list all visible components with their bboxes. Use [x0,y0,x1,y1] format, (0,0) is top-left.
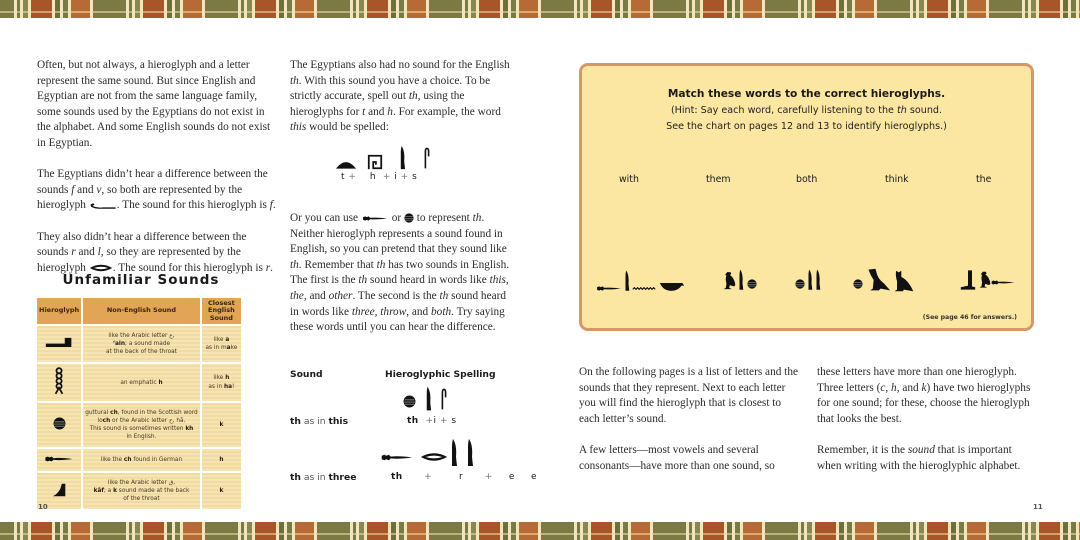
left-column-text [37,58,277,276]
glyph-group-4 [853,269,923,299]
activity-title: Match these words to the correct hieroglyphs. [667,88,946,100]
owl-icon [891,269,915,293]
hieroglyphic-spelling-header: Hieroglyphic Spelling [385,369,496,380]
animal-belly-icon [44,455,74,463]
folded-cloth-icon [440,386,448,412]
wick-icon [367,154,383,170]
table-row: like the Arabic letter ع, ‘ain; a sound made at the back of the throat like a as in make [37,326,241,362]
basket-icon [659,281,685,292]
page-number-right: 11 [1033,503,1043,511]
activity-box [579,63,1034,331]
paragraph-3: They also didn’t hear a difference between the sounds r and l, so they are represented by the hieroglyph . The sound for this hieroglyph is r. [37,230,273,274]
activity-hint: (Hint: Say each word, carefully listening to the th sound. See the chart on pages 12 and 13 to identify hieroglyphs.) [666,105,947,132]
unfamiliar-sounds-table [35,296,243,511]
reed-icon [738,269,744,291]
paragraph-2: The Egyptians didn’t hear a difference between the sounds f and v, so both are represented by the hieroglyph . The sound for this hieroglyph is f. [37,168,276,212]
middle-column-text-2: Or you can use or to represent th. Neither hieroglyph represents a sound found in English, so you can pretend that they sound like th. Remember that th has two sounds in English. The first is the th sound heard in words like this, the, and other. The second is the th sound heard in words like three, throw, and both. Try saying these words until you can hear the difference. [290,212,510,334]
decorative-border-top [0,0,1080,18]
animal-belly-icon [596,285,622,292]
reed-icon [466,437,474,469]
hill-slope-icon [52,483,66,497]
word-them: them [706,174,731,185]
word-both: both [796,174,818,185]
right-column-text-1: On the following pages is a list of letters and the sounds that they represent. Next to each letter you will find the hieroglyph that is closest to each letter’s sound. A few letters—most vowels and several consonants—have more than one sound, so [579,366,798,472]
page-number-left: 10 [38,503,48,511]
animal-belly-icon [361,215,389,222]
right-column-text-2: these letters have more than one hieroglyph. Three letters (c, h, and k) have two hieroglyphs for one sound; for these, choose the hieroglyph that looks the best. Remember, it is the sound that is important when writing with the hieroglyphic alphabet. [817,366,1031,472]
vulture-icon [977,269,991,291]
mouth-icon [420,452,448,462]
placenta-icon [53,417,66,430]
header-hieroglyph: Hieroglyph [37,298,81,324]
header-closest-english-sound: Closest English Sound [202,298,241,324]
sound-header: Sound [290,369,323,380]
arm-icon [45,336,73,348]
word-with: with [619,174,639,185]
th-this-glyphs [403,386,463,414]
animal-belly-icon [380,453,414,462]
twisted-flax-icon [53,366,65,396]
table-row: like the ch found in German h [37,449,241,471]
vulture-icon [865,267,891,293]
placenta-icon [403,395,416,408]
th-as-in-this-label: th as in this [290,416,349,427]
vulture-icon [721,269,736,293]
th-as-in-three-label: th as in three [290,472,357,483]
word-think: think [885,174,909,185]
decorative-border-bottom [0,522,1080,540]
th-this-caption: th +i + s [407,416,457,426]
table-row: an emphatic h like h as in ha! [37,364,241,401]
th-three-caption: th + r + e e [391,472,538,482]
reed-icon [815,269,821,291]
answers-note: (See page 46 for answers.) [922,314,1017,321]
placenta-icon [747,279,757,289]
middle-column-text-1: The Egyptians also had no sound for the English th. With this sound you have a choice. To be strictly accurate, spell out th, using the hieroglyphs for t and h. For example, the word this would be spelled: [290,59,510,134]
foot-icon [960,269,976,291]
word-the: the [976,174,992,185]
reed-icon [807,269,813,291]
placenta-icon [853,279,863,289]
reed-icon [450,437,458,469]
unfamiliar-sounds-title: Unfamiliar Sounds [62,272,220,288]
glyph-group-2 [721,269,761,299]
header-non-english-sound: Non-English Sound [83,298,200,324]
table-row: guttural ch, found in the Scottish word loch or the Arabic letter ح, hā. This sound is sometimes written kh in English. k [37,403,241,447]
placenta-icon [404,213,414,223]
paragraph-1: Often, but not always, a hieroglyph and a letter represent the same sound. But since English and Egyptian are not from the same language family, some sounds used by the Egyptians do not exist in the alphabet. And some English sounds do not exist in Egyptian. [37,59,271,149]
table-row: like the Arabic letter ق, kāf; a k sound made at the back of the throat k [37,473,241,509]
table-header-row [37,298,241,324]
glyph-group-1 [596,269,696,299]
this-spelling-caption: t + h + i + s [341,172,418,182]
reed-icon [425,386,432,412]
animal-belly-icon [991,279,1015,286]
mouth-icon [89,264,113,272]
placenta-icon [795,279,805,289]
this-hieroglyph-spelling [335,146,445,172]
reed-icon [624,269,630,293]
glyph-group-5 [960,269,1022,299]
water-icon [632,286,656,291]
reed-icon [399,146,406,170]
th-three-glyphs [380,437,480,471]
glyph-group-3 [795,269,825,299]
horned-viper-icon [89,202,117,210]
bread-loaf-icon [335,158,357,170]
folded-cloth-icon [423,146,431,170]
